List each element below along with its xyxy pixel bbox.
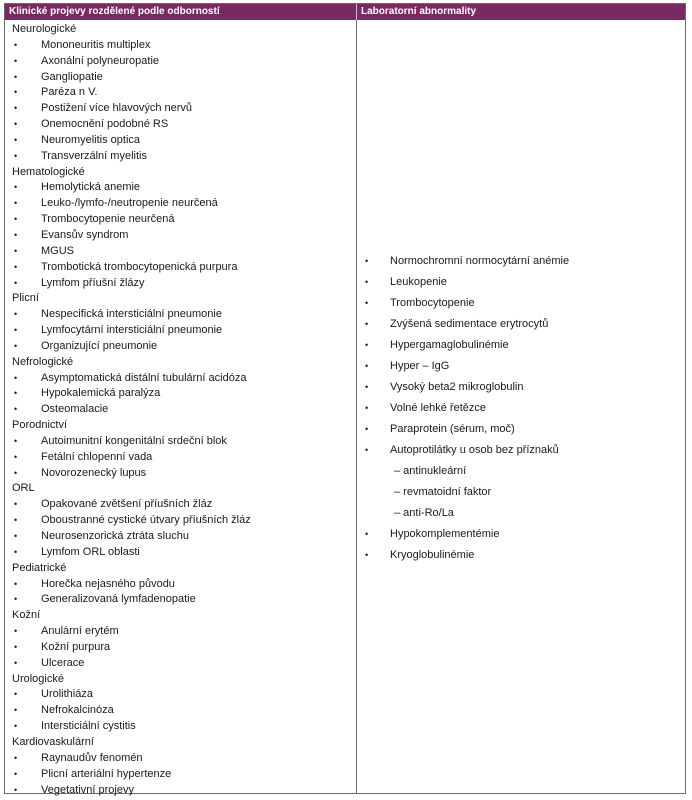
bullet-icon: • xyxy=(14,55,18,66)
bullet-icon: • xyxy=(365,361,369,371)
list-item-label: Evansův syndrom xyxy=(41,228,129,241)
list-item xyxy=(12,592,352,608)
list-item xyxy=(12,323,352,339)
list-item xyxy=(12,307,352,323)
list-item-label: MGUS xyxy=(41,244,74,257)
header-clinical: Klinické projevy rozdělené podle odborností xyxy=(9,6,220,17)
list-item-label: Neuromyelitis optica xyxy=(41,133,141,146)
lab-item-label: Leukopenie xyxy=(390,276,447,288)
findings-table xyxy=(4,3,686,794)
table-header xyxy=(5,4,685,20)
lab-item xyxy=(359,440,679,461)
list-item xyxy=(12,101,352,117)
list-item-label: Gangliopatie xyxy=(41,70,103,83)
bullet-icon: • xyxy=(14,134,18,145)
bullet-icon: • xyxy=(14,340,18,351)
bullet-icon: • xyxy=(14,229,18,240)
category-heading: Nefrologické xyxy=(12,355,74,368)
list-item xyxy=(12,767,352,783)
list-item-label: Autoimunitní kongenitální srdeční blok xyxy=(41,434,227,447)
list-item xyxy=(12,212,352,228)
lab-item-label: Paraprotein (sérum, moč) xyxy=(390,423,515,435)
lab-item xyxy=(359,251,679,272)
bullet-icon: • xyxy=(14,245,18,256)
bullet-icon: • xyxy=(14,546,18,557)
list-item-label: Fetální chlopenní vada xyxy=(41,450,153,463)
category-heading: Porodnictví xyxy=(12,419,68,432)
bullet-icon: • xyxy=(14,657,18,668)
list-item-label: Organizující pneumonie xyxy=(41,339,158,352)
list-item xyxy=(12,719,352,735)
lab-subitem-label: – anti-Ro/La xyxy=(394,507,454,519)
lab-subitem-label: – antinukleární xyxy=(394,465,467,477)
bullet-icon: • xyxy=(365,256,369,266)
bullet-icon: • xyxy=(14,404,18,415)
bullet-icon: • xyxy=(14,309,18,320)
lab-item-label: Kryoglobulinémie xyxy=(390,549,475,561)
bullet-icon: • xyxy=(14,721,18,732)
list-item xyxy=(12,228,352,244)
list-item xyxy=(12,513,352,529)
bullet-icon: • xyxy=(365,424,369,434)
list-item-label: Novorozenecký lupus xyxy=(41,466,147,479)
list-item-label: Oboustranné cystické útvary příušních žláz xyxy=(41,514,251,527)
list-item xyxy=(12,624,352,640)
bullet-icon: • xyxy=(14,39,18,50)
bullet-icon: • xyxy=(14,388,18,399)
lab-item xyxy=(359,419,679,440)
list-item-label: Plicní arteriální hypertenze xyxy=(41,767,172,780)
list-item-label: Urolithiáza xyxy=(41,688,93,701)
lab-item-label: Volné lehké řetězce xyxy=(390,402,487,414)
list-item xyxy=(12,545,352,561)
list-item-label: Hypokalemická paralýza xyxy=(41,387,161,400)
list-item xyxy=(12,133,352,149)
bullet-icon: • xyxy=(365,298,369,308)
bullet-icon: • xyxy=(14,119,18,130)
list-item-label: Raynaudův fenomén xyxy=(41,751,143,764)
category-heading: Urologické xyxy=(12,672,64,685)
list-item-label: Kožní purpura xyxy=(41,640,111,653)
list-item xyxy=(12,149,352,165)
category-heading: Hematologické xyxy=(12,165,85,178)
list-item-label: Lymfom ORL oblasti xyxy=(41,545,140,558)
list-item xyxy=(12,577,352,593)
lab-item-label: Trombocytopenie xyxy=(390,297,475,309)
list-item xyxy=(12,38,352,54)
column-divider xyxy=(356,20,357,793)
bullet-icon: • xyxy=(365,319,369,329)
bullet-icon: • xyxy=(14,71,18,82)
bullet-icon: • xyxy=(14,689,18,700)
lab-item-label: Autoprotilátky u osob bez příznaků xyxy=(390,444,559,456)
list-item-label: Opakované zvětšení příušních žláz xyxy=(41,498,213,511)
list-item-label: Nefrokalcinóza xyxy=(41,704,114,717)
bullet-icon: • xyxy=(14,182,18,193)
bullet-icon: • xyxy=(14,435,18,446)
category-heading: Neurologické xyxy=(12,23,77,35)
list-item xyxy=(12,497,352,513)
category-heading: ORL xyxy=(12,482,35,495)
list-item xyxy=(12,85,352,101)
category-heading: Pediatrické xyxy=(12,561,67,574)
list-item xyxy=(12,703,352,719)
lab-item-label: Hypokomplementémie xyxy=(390,528,500,540)
list-item xyxy=(12,260,352,276)
list-item xyxy=(12,434,352,450)
bullet-icon: • xyxy=(365,445,369,455)
list-item xyxy=(12,783,352,799)
bullet-icon: • xyxy=(365,340,369,350)
category-heading: Plicní xyxy=(12,292,39,305)
list-item-label: Paréza n V. xyxy=(41,86,98,99)
header-laboratory: Laboratorní abnormality xyxy=(356,4,685,20)
bullet-icon: • xyxy=(14,705,18,716)
bullet-icon: • xyxy=(14,784,18,795)
bullet-icon: • xyxy=(14,103,18,114)
list-item xyxy=(12,339,352,355)
lab-subitem-label: – revmatoidní faktor xyxy=(394,486,492,498)
bullet-icon: • xyxy=(14,531,18,541)
bullet-icon: • xyxy=(14,277,18,288)
list-item-label: Osteomalacie xyxy=(41,403,109,416)
list-item-label: Asymptomatická distální tubulární acidóza xyxy=(41,371,247,384)
list-item xyxy=(12,386,352,402)
bullet-icon: • xyxy=(14,451,18,462)
bullet-icon: • xyxy=(14,325,18,336)
list-item xyxy=(12,276,352,292)
list-item xyxy=(12,450,352,466)
lab-item xyxy=(359,356,679,377)
bullet-icon: • xyxy=(365,529,369,539)
bullet-icon: • xyxy=(365,382,369,392)
category-heading: Kardiovaskulární xyxy=(12,735,94,748)
bullet-icon: • xyxy=(14,467,18,478)
bullet-icon: • xyxy=(365,403,369,413)
list-item-label: Transverzální myelitis xyxy=(41,149,147,162)
bullet-icon: • xyxy=(14,626,18,637)
list-item-label: Onemocnění podobné RS xyxy=(41,118,169,131)
lab-item-label: Normochromní normocytární anémie xyxy=(390,255,570,267)
list-item xyxy=(12,54,352,70)
list-item-label: Lymfom příušní žlázy xyxy=(41,276,145,289)
lab-item xyxy=(359,524,679,545)
bullet-icon: • xyxy=(14,594,18,605)
category-heading: Kožní xyxy=(12,609,41,622)
list-item-label: Hemolytická anemie xyxy=(41,181,141,194)
bullet-icon: • xyxy=(14,499,18,510)
lab-item xyxy=(359,314,679,335)
list-item-label: Generalizovaná lymfadenopatie xyxy=(41,593,196,606)
lab-item xyxy=(359,335,679,356)
bullet-icon: • xyxy=(365,277,369,287)
list-item-label: Leuko-/lymfo-/neutropenie neurčená xyxy=(41,197,218,210)
bullet-icon: • xyxy=(14,214,18,225)
list-item-label: Trombotická trombocytopenická purpura xyxy=(41,260,238,273)
lab-item xyxy=(359,461,679,482)
list-item-label: Trombocytopenie neurčená xyxy=(41,213,175,226)
lab-item xyxy=(359,293,679,314)
list-item xyxy=(12,656,352,672)
lab-item xyxy=(359,482,679,503)
list-item xyxy=(12,196,352,212)
list-item-label: Ulcerace xyxy=(41,656,85,669)
lab-item-label: Hypergamaglobulinémie xyxy=(390,339,509,351)
list-item-label: Vegetativní projevy xyxy=(41,783,134,796)
list-item xyxy=(12,117,352,133)
bullet-icon: • xyxy=(14,752,18,763)
lab-item xyxy=(359,503,679,524)
bullet-icon: • xyxy=(14,641,18,652)
list-item xyxy=(12,371,352,387)
list-item xyxy=(12,640,352,656)
lab-item-label: Hyper – IgG xyxy=(390,360,450,372)
list-item-label: Anulární erytém xyxy=(41,625,119,638)
clinical-column xyxy=(12,22,352,798)
bullet-icon: • xyxy=(14,578,18,589)
lab-item xyxy=(359,377,679,398)
bullet-icon: • xyxy=(14,150,18,161)
lab-item xyxy=(359,398,679,419)
lab-item xyxy=(359,272,679,293)
list-item xyxy=(12,751,352,767)
lab-item xyxy=(359,545,679,566)
list-item xyxy=(12,244,352,260)
list-item xyxy=(12,402,352,418)
bullet-icon: • xyxy=(14,768,18,779)
list-item-label: Nespecifická intersticiální pneumonie xyxy=(41,308,222,321)
bullet-icon: • xyxy=(14,198,18,209)
bullet-icon: • xyxy=(14,87,18,98)
lab-item-label: Vysoký beta2 mikroglobulin xyxy=(390,381,524,393)
lab-item-label: Zvýšená sedimentace erytrocytů xyxy=(390,318,549,330)
list-item xyxy=(12,466,352,482)
laboratory-column xyxy=(359,251,679,566)
list-item xyxy=(12,180,352,196)
list-item xyxy=(12,70,352,86)
list-item-label: Intersticiální cystitis xyxy=(41,720,136,733)
list-item-label: Postižení více hlavových nervů xyxy=(41,102,193,115)
list-item-label: Axonální polyneuropatie xyxy=(41,54,160,67)
bullet-icon: • xyxy=(14,372,18,383)
bullet-icon: • xyxy=(365,550,369,560)
list-item xyxy=(12,687,352,703)
list-item-label: Lymfocytární intersticiální pneumonie xyxy=(41,324,223,337)
bullet-icon: • xyxy=(14,261,18,272)
list-item-label: Horečka nejasného původu xyxy=(41,577,175,590)
list-item xyxy=(12,529,352,545)
list-item-label: Neurosenzorická ztráta sluchu xyxy=(41,530,189,542)
list-item-label: Mononeuritis multiplex xyxy=(41,38,151,51)
bullet-icon: • xyxy=(14,515,18,526)
